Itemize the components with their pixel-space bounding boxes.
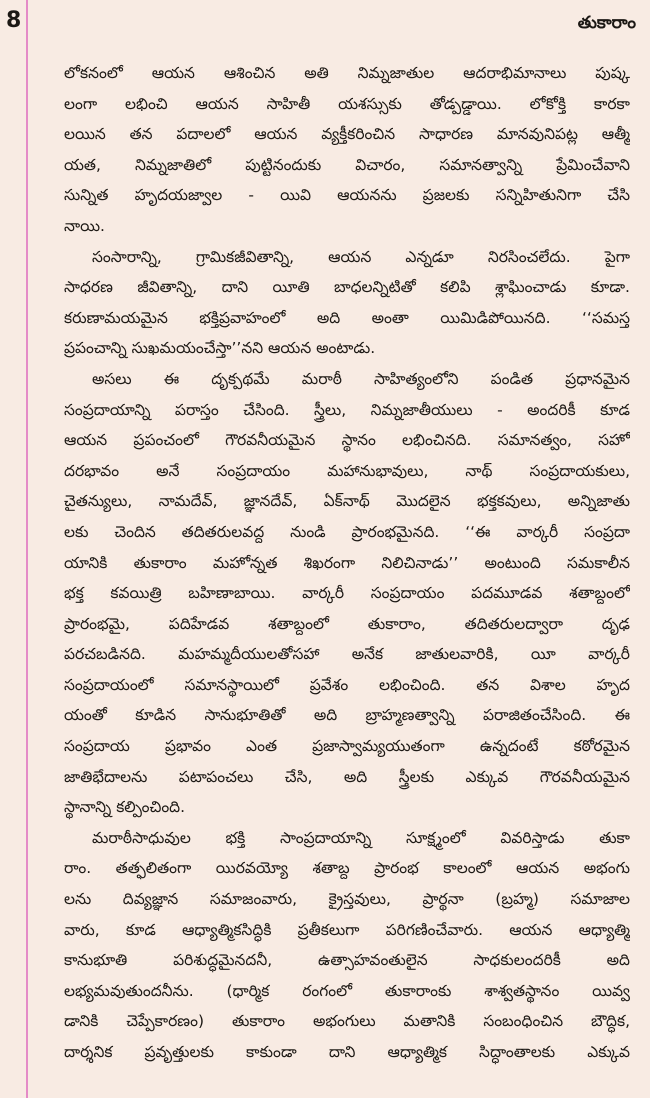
text-line: కరుణామయమైన భక్తిప్రవాహంలో అది అంతా యిమిడిపోయినది. ‘‘సమస్త — [64, 308, 630, 327]
text-line: యంతో కూడిన సానుభూతితో అది బ్రాహ్మణత్వాన్ని పరాజితంచేసింది. ఈ — [64, 706, 630, 725]
text-line: రాం. తత్ఫలితంగా యిరవయ్యో శతాబ్ద ప్రారంభ కాలంలో ఆయన అభంగు — [64, 859, 630, 878]
text-line: సాధరణ జీవితాన్ని, దాని యీతి బాధలన్నిటితో కలిపి శ్లాఘించాడు కూడా. — [64, 278, 630, 297]
text-line: పరచబడినది. మహమ్మదీయులతోసహా అనేక జాతులవారికి, యీ వార్కరీ — [64, 645, 630, 664]
text-line: కానుభూతి పరిశుద్ధమైనదనీ, ఉత్సాహవంతులైన సాధకులందరికీ అది — [64, 951, 630, 970]
text-line: ఆయన ప్రపంచంలో గౌరవనీయమైన స్థానం లభించినది. సమానత్వం, సహో — [64, 431, 630, 450]
text-line: స్థానాన్ని కల్పించింది. — [64, 798, 186, 817]
text-line: చైతన్యులు, నామదేవ్, జ్ఞానదేవ్, ఏక్‌నాథ్ మొదలైన భక్తకవులు, అన్నిజాతు — [64, 492, 630, 511]
margin-rule — [26, 0, 28, 1098]
text-line: సంప్రదాయాన్ని పరాస్తం చేసింది. స్త్రీలు, నిమ్నజాతీయులు - అందరికీ కూడ — [64, 400, 630, 419]
text-line: డానికి చెప్పేకారణం) తుకారాం అభంగులు మతానికి సంబంధించిన బౌద్ధిక, — [64, 1012, 630, 1031]
text-line: నాయి. — [64, 216, 105, 235]
text-line: సంప్రదాయంలో సమానస్థాయిలో ప్రవేశం లభించింది. తన విశాల హృద — [64, 675, 630, 694]
text-line: లను దివ్యజ్ఞాన సమాజంవారు, క్రైస్తవులు, ప్రార్థనా (బ్రహ్మ) సమాజాల — [64, 890, 630, 909]
text-line: సున్నిత హృదయజ్వాల - యివి ఆయనను ప్రజలకు సన్నిహితునిగా చేసి — [64, 186, 630, 205]
text-line: లోకనంలో ఆయన ఆశించిన అతి నిమ్నజాతుల ఆదరాభిమానాలు పుష్క — [64, 64, 630, 82]
text-line: యానికి తుకారాం మహోన్నత శిఖరంగా నిలిచినాడు’’ అంటుంది సమకాలీన — [64, 553, 630, 572]
text-line: వారు, కూడ ఆధ్యాత్మికసిద్ధికి ప్రతీకలుగా పరిగణించేవారు. ఆయన ఆధ్యాత్మి — [64, 920, 630, 939]
text-line: సంసారాన్ని, గ్రామికజీవితాన్ని, ఆయన ఎన్నడూ నిరసించలేదు. పైగా — [92, 247, 630, 266]
text-line: లయిన తన పదాలలో ఆయన వ్యక్తీకరించిన సాధారణ మానవునిపట్ల ఆత్మీ — [64, 125, 630, 144]
text-line: సంప్రదాయ ప్రభావం ఎంత ప్రజాస్వామ్యయుతంగా ఉన్నదంటే కఠోరమైన — [64, 737, 630, 756]
body-text — [64, 58, 630, 1068]
page-number: 8 — [6, 8, 22, 33]
running-title: తుకారాం — [577, 13, 636, 33]
text-line: ప్రపంచాన్ని సుఖమయంచేస్తా’’నని ఆయన అంటాడు. — [64, 339, 376, 358]
text-line: దార్శనిక ప్రవృత్తులకు కాకుండా దాని ఆధ్యాత్మిక సిద్ధాంతాలకు ఎక్కువ — [64, 1043, 630, 1061]
text-line: దరభావం అనే సంప్రదాయం మహానుభావులు, నాథ్ సంప్రదాయకులు, — [64, 461, 630, 480]
text-line: జాతిభేదాలను పటాపంచలు చేసి, అది స్త్రీలకు ఎక్కువ గౌరవనీయమైన — [64, 767, 630, 786]
text-line: మరాఠీసాధువుల భక్తి సాంప్రదాయాన్ని సూక్ష్మంలో వివరిస్తాడు తుకా — [92, 828, 630, 847]
text-line: యత, నిమ్నజాతిలో పుట్టినందుకు విచారం, సమానత్వాన్ని ప్రేమించేవాని — [64, 155, 630, 174]
text-line: లంగా లభించి ఆయన సాహితీ యశస్సుకు తోడ్పడ్డాయి. లోకోక్తి కారకా — [64, 94, 630, 113]
text-line: లభ్యమవుతుందనీను. (ధార్మిక రంగంలో తుకారాంకు శాశ్వతస్థానం యివ్వ — [64, 981, 630, 1000]
text-line: లకు చెందిన తదితరులవద్ద నుండి ప్రారంభమైనది. ‘‘ఈ వార్కరీ సంప్రదా — [64, 522, 630, 541]
text-line: అసలు ఈ దృక్పథమే మరాఠీ సాహిత్యంలోని పండిత ప్రధానమైన — [92, 369, 630, 388]
text-line: భక్త కవయిత్రి బహిణాబాయి. వార్కరీ సంప్రదాయం పదమూడవ శతాబ్దంలో — [64, 584, 630, 603]
text-line: ప్రారంభమై, పదిహేడవ శతాబ్దంలో తుకారాం, తదితరులద్వారా దృఢ — [64, 614, 630, 633]
